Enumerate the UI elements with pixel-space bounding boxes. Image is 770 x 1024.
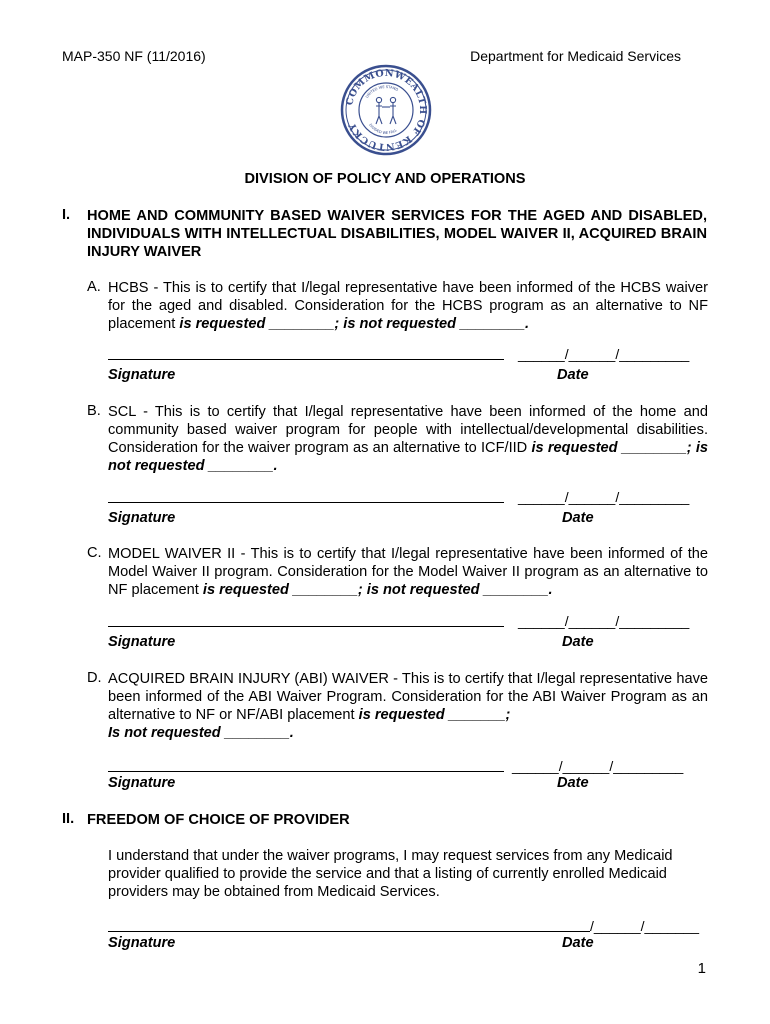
item-a-end: . xyxy=(525,316,530,332)
item-a-signature-line[interactable] xyxy=(108,359,504,360)
item-a-text: HCBS - This is to certify that I/legal representative have been informed of the HCBS waiver for the aged and disabled. Consideration for the HCBS program as an alternative to NF placement xyxy=(108,280,708,332)
item-a-signature-label: Signature xyxy=(108,367,176,383)
item-c-is-not-requested[interactable]: ; is not requested ________ xyxy=(357,582,549,598)
item-b-text: SCL - This is to certify that I/legal representative have been informed of the home and community based waiver program for people with intellectual/developmental disabilities. Consideration for the waiver program as an alternative to ICF/IID xyxy=(108,404,708,456)
svg-text:UNITED WE STAND xyxy=(365,85,399,99)
item-b-signature-label: Signature xyxy=(108,510,176,526)
item-a-paragraph xyxy=(108,279,708,333)
item-b-paragraph xyxy=(108,403,708,475)
section-2-text: I understand that under the waiver programs, I may request services from any Medicaid provider qualified to provide the service and that a listing of currently enrolled Medicaid providers may be obtained from Medicaid Services. xyxy=(108,848,673,900)
seal-icon xyxy=(340,64,432,156)
item-d-date-label: Date xyxy=(557,775,589,791)
page-number: 1 xyxy=(697,960,706,977)
item-d-text: ACQUIRED BRAIN INJURY (ABI) WAIVER - This is to certify that I/legal representative have been informed of the ABI Waiver Program. Consideration for the ABI Waiver Program as an alternative to NF or NF/ABI placement xyxy=(108,671,708,723)
item-d-end: . xyxy=(289,725,294,741)
item-b-end: . xyxy=(273,458,278,474)
seal-inner-bottom: DIVIDED WE FALL xyxy=(368,122,398,136)
item-c-signature-line[interactable] xyxy=(108,626,504,627)
item-d-is-not-requested[interactable]: Is not requested ________ xyxy=(108,725,290,741)
kentucky-seal xyxy=(340,64,432,156)
item-b-is-not-requested[interactable]: ; is not requested ________ xyxy=(108,440,709,474)
section-2-date-label: Date xyxy=(562,935,594,951)
item-b-letter: B. xyxy=(87,403,101,419)
item-b-date-line[interactable]: ______/______/_________ xyxy=(518,489,690,505)
item-c-is-requested[interactable]: is requested ________ xyxy=(202,582,358,598)
item-d-letter: D. xyxy=(87,670,102,686)
department-name: Department for Medicaid Services xyxy=(470,48,681,64)
item-d-paragraph xyxy=(108,670,708,742)
item-c-paragraph xyxy=(108,545,708,599)
item-c-letter: C. xyxy=(87,545,102,561)
section-2-signature-label: Signature xyxy=(108,935,176,951)
section-1-title: HOME AND COMMUNITY BASED WAIVER SERVICES FOR THE AGED AND DISABLED, INDIVIDUALS WITH INTELLECTUAL DISABILITIES, MODEL WAIVER II, ACQUIRED BRAIN INJURY WAIVER xyxy=(87,208,707,260)
seal-inner-top: UNITED WE STAND xyxy=(364,84,399,99)
item-c-date-line[interactable]: ______/______/_________ xyxy=(518,613,690,629)
section-2-number: II. xyxy=(62,811,75,827)
item-d-is-requested[interactable]: is requested _______; xyxy=(358,707,511,723)
item-a-date-label: Date xyxy=(557,367,589,383)
item-b-date-label: Date xyxy=(562,510,594,526)
item-d-signature-line[interactable] xyxy=(108,771,504,772)
item-c-text: MODEL WAIVER II - This is to certify that I/legal representative have been informed of the Model Waiver II program. Consideration for the Model Waiver II program as an alternative to NF placement xyxy=(108,546,708,598)
svg-text:COMMONWEALTH OF KENTUCKY xyxy=(344,68,428,152)
item-a-is-requested[interactable]: is requested ________ xyxy=(179,316,335,332)
division-title: DIVISION OF POLICY AND OPERATIONS xyxy=(244,171,526,187)
seal-outer-text: COMMONWEALTH OF KENTUCKY xyxy=(344,67,429,153)
section-2-date-line[interactable]: /______/_______ xyxy=(590,918,699,934)
item-a-letter: A. xyxy=(87,279,101,295)
section-1-number: I. xyxy=(62,207,71,223)
item-d-signature-label: Signature xyxy=(108,775,176,791)
item-b-is-requested[interactable]: is requested ________ xyxy=(531,440,687,456)
item-a-date-line[interactable]: ______/______/_________ xyxy=(518,346,690,362)
item-b-signature-line[interactable] xyxy=(108,502,504,503)
item-d-date-line[interactable]: ______/______/_________ xyxy=(512,758,684,774)
item-c-date-label: Date xyxy=(562,634,594,650)
item-c-end: . xyxy=(548,582,553,598)
item-a-is-not-requested[interactable]: ; is not requested ________ xyxy=(334,316,525,332)
section-2-title: FREEDOM OF CHOICE OF PROVIDER xyxy=(87,812,350,828)
form-id: MAP-350 NF (11/2016) xyxy=(62,48,206,64)
item-c-signature-label: Signature xyxy=(108,634,176,650)
section-2-signature-line[interactable] xyxy=(108,931,590,932)
